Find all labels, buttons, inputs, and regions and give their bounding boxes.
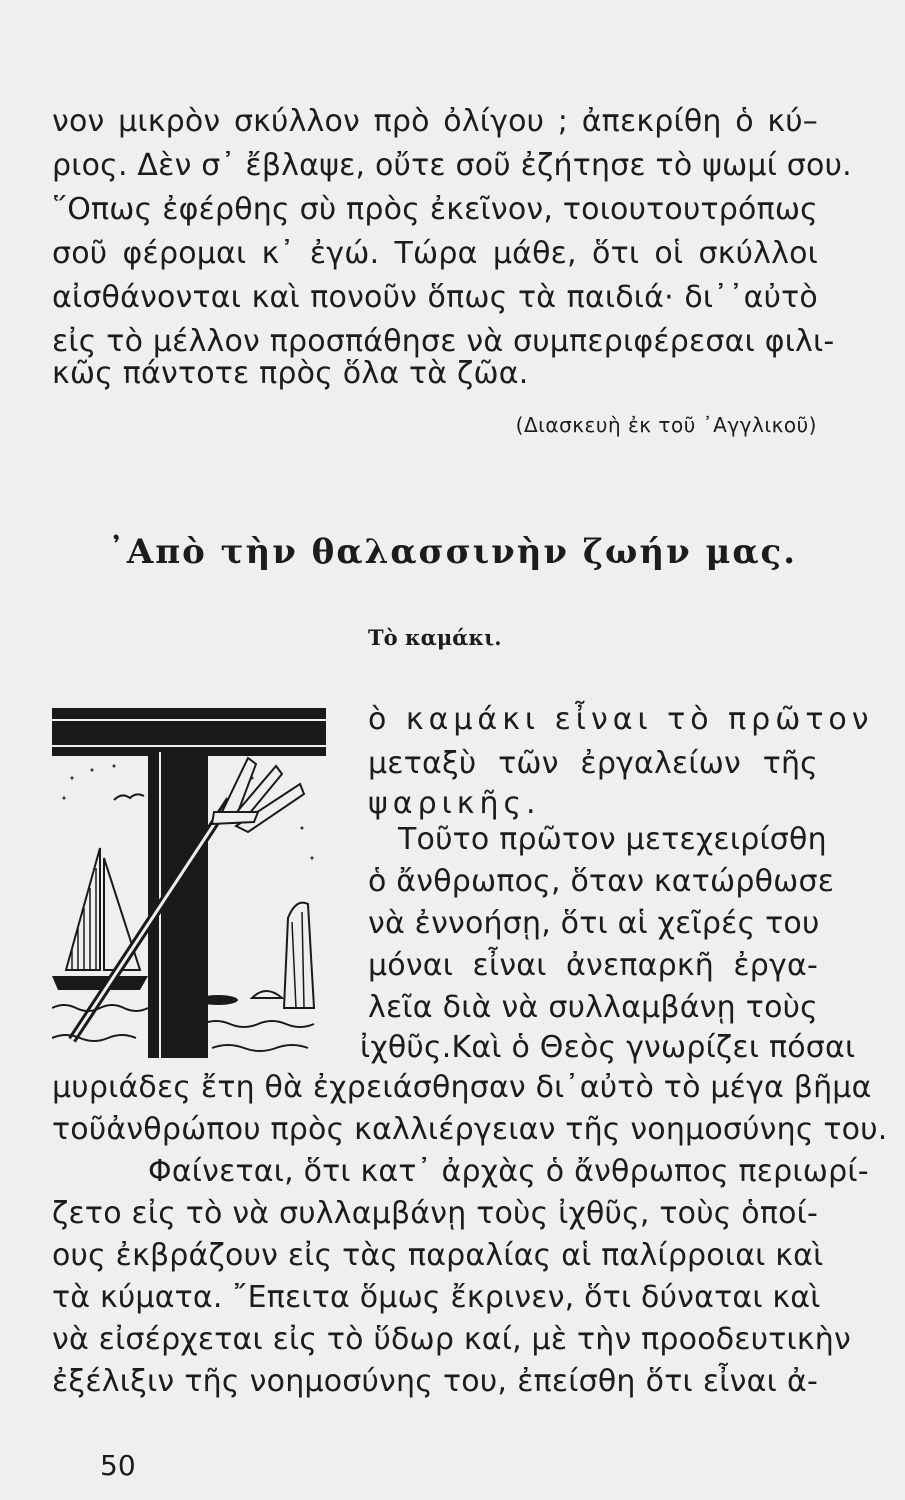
text-line: ριος. Δὲν σ᾽ ἔβλαψε, οὔτε σοῦ ἐζήτησε τὸ ψωμί σου. xyxy=(52,148,852,183)
text-line: ους ἐκβράζουν εἰς τὰς παραλίας αἱ παλίρροιαι καὶ xyxy=(52,1238,824,1273)
text-line: μεταξὺ τῶν ἐργαλείων τῆς xyxy=(368,746,818,781)
text-line: Φαίνεται, ὅτι κατ᾽ ἀρχὰς ὁ ἄνθρωπος περιωρί- xyxy=(148,1154,869,1189)
text-line: εἰς τὸ μέλλον προσπάθησε νὰ συμπεριφέρεσαι φιλι- xyxy=(52,324,835,359)
text-line: νὰ ἐννοήσῃ, ὅτι αἱ χεῖρές του xyxy=(368,906,820,941)
text-line: νον μικρὸν σκύλλον πρὸ ὀλίγου ; ἀπεκρίθη ὁ κύ– xyxy=(52,104,818,139)
text-line: ἰχθῦς.Καὶ ὁ Θεὸς γνωρίζει πόσαι xyxy=(360,1030,856,1065)
text-line: τὰ κύματα. ῎Επειτα ὅμως ἔκρινεν, ὅτι δύναται καὶ xyxy=(52,1280,821,1315)
text-line: τοῦἀνθρώπου πρὸς καλλιέργειαν τῆς νοημοσύνης του. xyxy=(52,1112,888,1147)
boat-hull xyxy=(52,976,148,990)
text-line: σοῦ φέρομαι κ᾽ ἐγώ. Τώρα μάθε, ὅτι οἱ σκύλλοι xyxy=(52,236,818,271)
text-line: Τοῦτο πρῶτον μετεχειρίσθη xyxy=(398,822,827,857)
sail xyxy=(66,848,100,970)
dropcap-illustration xyxy=(52,708,352,1060)
text-line: κῶς πάντοτε πρὸς ὅλα τὰ ζῶα. xyxy=(52,356,529,391)
text-line: ὁ ἄνθρωπος, ὅταν κατώρθωσε xyxy=(368,864,835,899)
text-line: αἰσθάνονται καὶ πονοῦν ὅπως τὰ παιδιά· δι᾽᾽αὐτὸ xyxy=(52,280,818,315)
subsection-heading: Τὸ καμάκι. xyxy=(368,625,502,650)
text-line: ζετο εἰς τὸ νὰ συλλαμβάνῃ τοὺς ἰχθῦς, τοὺς ὁποί- xyxy=(52,1196,819,1231)
section-heading: ᾽Απὸ τὴν θαλασσινὴν ζωήν μας. xyxy=(107,532,798,572)
text-line: λεῖα διὰ νὰ συλλαμβάνῃ τοὺς xyxy=(368,990,818,1025)
text-line: ῞Οπως ἐφέρθης σὺ πρὸς ἐκεῖνον, τοιουτουτρόπως xyxy=(52,192,818,227)
text-line: μυριάδες ἔτη θὰ ἐχρειάσθησαν δι᾽αὐτὸ τὸ μέγα βῆμα xyxy=(52,1070,872,1105)
text-line: ὸ καμάκι εἶναι τὸ πρῶτον xyxy=(368,702,874,737)
text-line: ἐξέλιξιν τῆς νοημοσύνης του, ἐπείσθη ὅτι εἶναι ἀ- xyxy=(52,1364,818,1399)
text-line: μόναι εἶναι ἀνεπαρκῆ ἐργα- xyxy=(368,948,818,983)
text-line: ψαρικῆς. xyxy=(368,786,541,821)
dropcap-letter-bar xyxy=(52,708,326,756)
page-number: 50 xyxy=(100,1449,136,1482)
text-line: νὰ εἰσέρχεται εἰς τὸ ὕδωρ καί, μὲ τὴν προοδευτικὴν xyxy=(52,1322,851,1357)
source-note: (Διασκευὴ ἐκ τοῦ ᾽Αγγλικοῦ) xyxy=(515,413,817,437)
